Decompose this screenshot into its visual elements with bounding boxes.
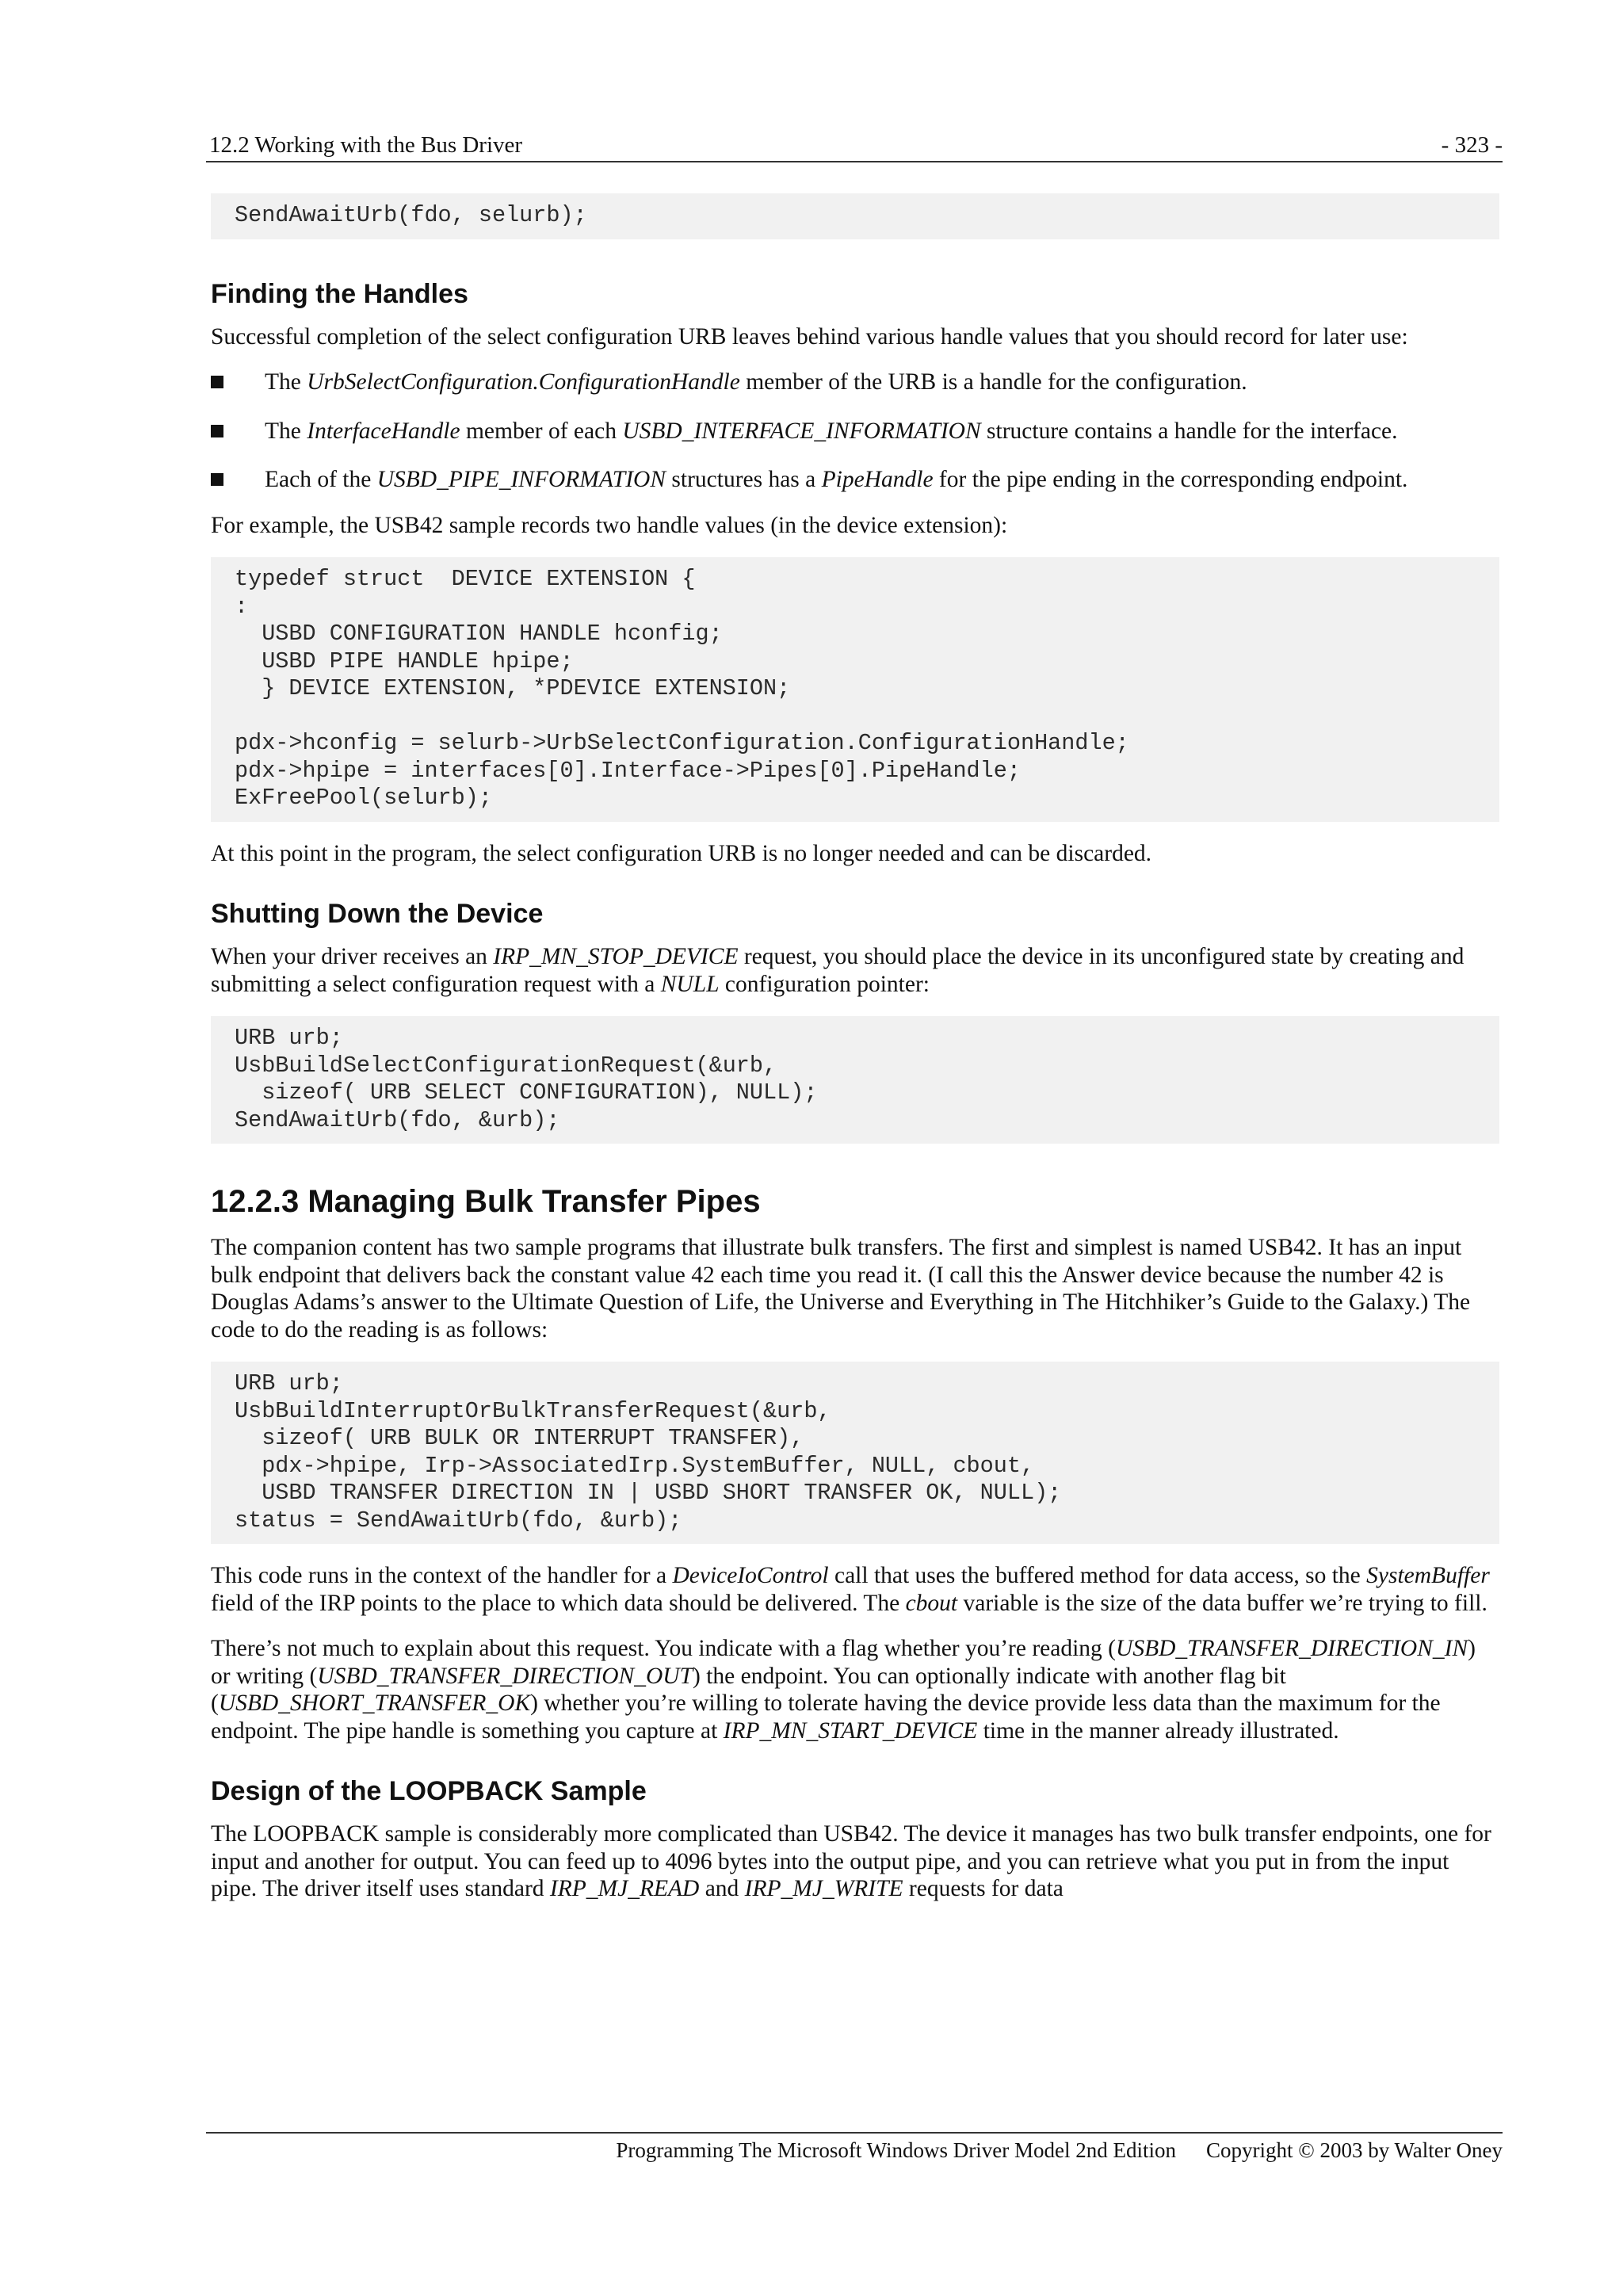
code-line: pdx->hpipe = interfaces[0].Interface->Pipes[0].PipeHandle; (235, 757, 1021, 784)
paragraph-handles-intro: Successful completion of the select configuration URB leaves behind various handle values that you should record for later use: (211, 323, 1408, 350)
code-block-select-config (211, 1016, 1499, 1144)
paragraph-urb-discarded: At this point in the program, the select configuration URB is no longer needed and can be discarded. (211, 840, 1152, 866)
paragraph-loopback: The LOOPBACK sample is considerably more complicated than USB42. The device it manages has two bulk transfer endpoints, one for input and another for output. You can feed up to 4096 bytes into the output pipe, and you can retrieve what you put in from the input pipe. The driver itself uses standard IRP_MJ_READ and IRP_MJ_WRITE requests for data (211, 1821, 1491, 1901)
code-line: } DEVICE EXTENSION, *PDEVICE EXTENSION; (235, 675, 791, 701)
code-block-bulk-request (211, 1362, 1499, 1544)
paragraph-stop-device: When your driver receives an IRP_MN_STOP_DEVICE request, you should place the device in its unconfigured state by creating and submitting a select configuration request with a NULL configuration pointer: (211, 944, 1465, 997)
header-page-number: - 323 - (1441, 132, 1503, 158)
bullet-square-icon (211, 425, 223, 437)
footer-book-title: Programming The Microsoft Windows Driver Model 2nd Edition (616, 2138, 1176, 2162)
code-line: : (235, 593, 249, 620)
handles-bullet-list (211, 369, 1499, 494)
paragraph-deviceiocontrol: This code runs in the context of the handler for a DeviceIoControl call that uses the buffered method for data access, so the SystemBuffer field of the IRP points to the place to which data should be delivered. The cbout variable is the size of the data buffer we’re trying to fill. (211, 1563, 1490, 1616)
running-footer (209, 2134, 1503, 2166)
list-item: The InterfaceHandle member of each USBD_INTERFACE_INFORMATION structure contains a handle for the interface. (211, 418, 1499, 445)
code-line: UsbBuildSelectConfigurationRequest(&urb, (235, 1052, 777, 1079)
code-block-send-await (211, 193, 1499, 239)
code-line: SendAwaitUrb(fdo, selurb); (235, 202, 587, 228)
subheading-shutting-down: Shutting Down the Device (211, 899, 544, 929)
list-item: Each of the USBD_PIPE_INFORMATION structures has a PipeHandle for the pipe ending in the corresponding endpoint. (211, 466, 1499, 494)
bullet-square-icon (211, 376, 223, 388)
code-line: typedef struct DEVICE EXTENSION { (235, 566, 696, 592)
code-line: pdx->hpipe, Irp->AssociatedIrp.SystemBuffer, NULL, cbout, (235, 1452, 1035, 1479)
code-line: UsbBuildInterruptOrBulkTransferRequest(&urb, (235, 1397, 831, 1424)
paragraph-flags: There’s not much to explain about this request. You indicate with a flag whether you’re reading (USBD_TRANSFER_DIRECTION_IN) or writing (USBD_TRANSFER_DIRECTION_OUT) the endpoint. You can optionally indicate with another flag bit (USBD_SHORT_TRANSFER_OK) whether you’re willing to tolerate having the device provide less data than the maximum for the endpoint. The pipe handle is something you capture at IRP_MN_START_DEVICE time in the manner already illustrated. (211, 1636, 1476, 1744)
code-line: URB urb; (235, 1370, 343, 1396)
code-line: sizeof( URB SELECT CONFIGURATION), NULL); (235, 1079, 818, 1106)
bullet-square-icon (211, 473, 223, 486)
code-line: URB urb; (235, 1025, 343, 1051)
code-line (235, 703, 1476, 731)
code-line: USBD CONFIGURATION HANDLE hconfig; (235, 621, 723, 647)
code-line: SendAwaitUrb(fdo, &urb); (235, 1106, 560, 1133)
page-body (211, 193, 1499, 1903)
footer-rule (206, 2132, 1503, 2134)
code-line: pdx->hconfig = selurb->UrbSelectConfiguration.ConfigurationHandle; (235, 730, 1129, 756)
subheading-loopback: Design of the LOOPBACK Sample (211, 1776, 647, 1806)
list-item: The UrbSelectConfiguration.ConfigurationHandle member of the URB is a handle for the configuration. (211, 369, 1499, 396)
code-line: status = SendAwaitUrb(fdo, &urb); (235, 1507, 682, 1534)
paragraph-usb42-example: For example, the USB42 sample records two handle values (in the device extension): (211, 512, 1008, 538)
code-line: USBD TRANSFER DIRECTION IN | USBD SHORT TRANSFER OK, NULL); (235, 1480, 1062, 1506)
running-header (209, 129, 1503, 161)
subheading-finding-handles: Finding the Handles (211, 278, 468, 309)
paragraph-companion-content: The companion content has two sample programs that illustrate bulk transfers. The first and simplest is named USB42. It has an input bulk endpoint that delivers back the constant value 42 each time you read it. (I call this the Answer device because the number 42 is Douglas Adams’s answer to the Ultimate Question of Life, the Universe and Everything in The Hitchhiker’s Guide to the Galaxy.) The code to do the reading is as follows: (211, 1235, 1471, 1343)
header-section-title: 12.2 Working with the Bus Driver (209, 132, 523, 158)
code-line: ExFreePool(selurb); (235, 785, 492, 811)
header-rule (206, 161, 1503, 162)
code-block-device-extension (211, 557, 1499, 822)
code-line: sizeof( URB BULK OR INTERRUPT TRANSFER), (235, 1425, 804, 1451)
footer-copyright: Copyright © 2003 by Walter Oney (1205, 2138, 1503, 2162)
code-line: USBD PIPE HANDLE hpipe; (235, 648, 574, 674)
section-heading-bulk-transfer: 12.2.3 Managing Bulk Transfer Pipes (211, 1184, 761, 1219)
